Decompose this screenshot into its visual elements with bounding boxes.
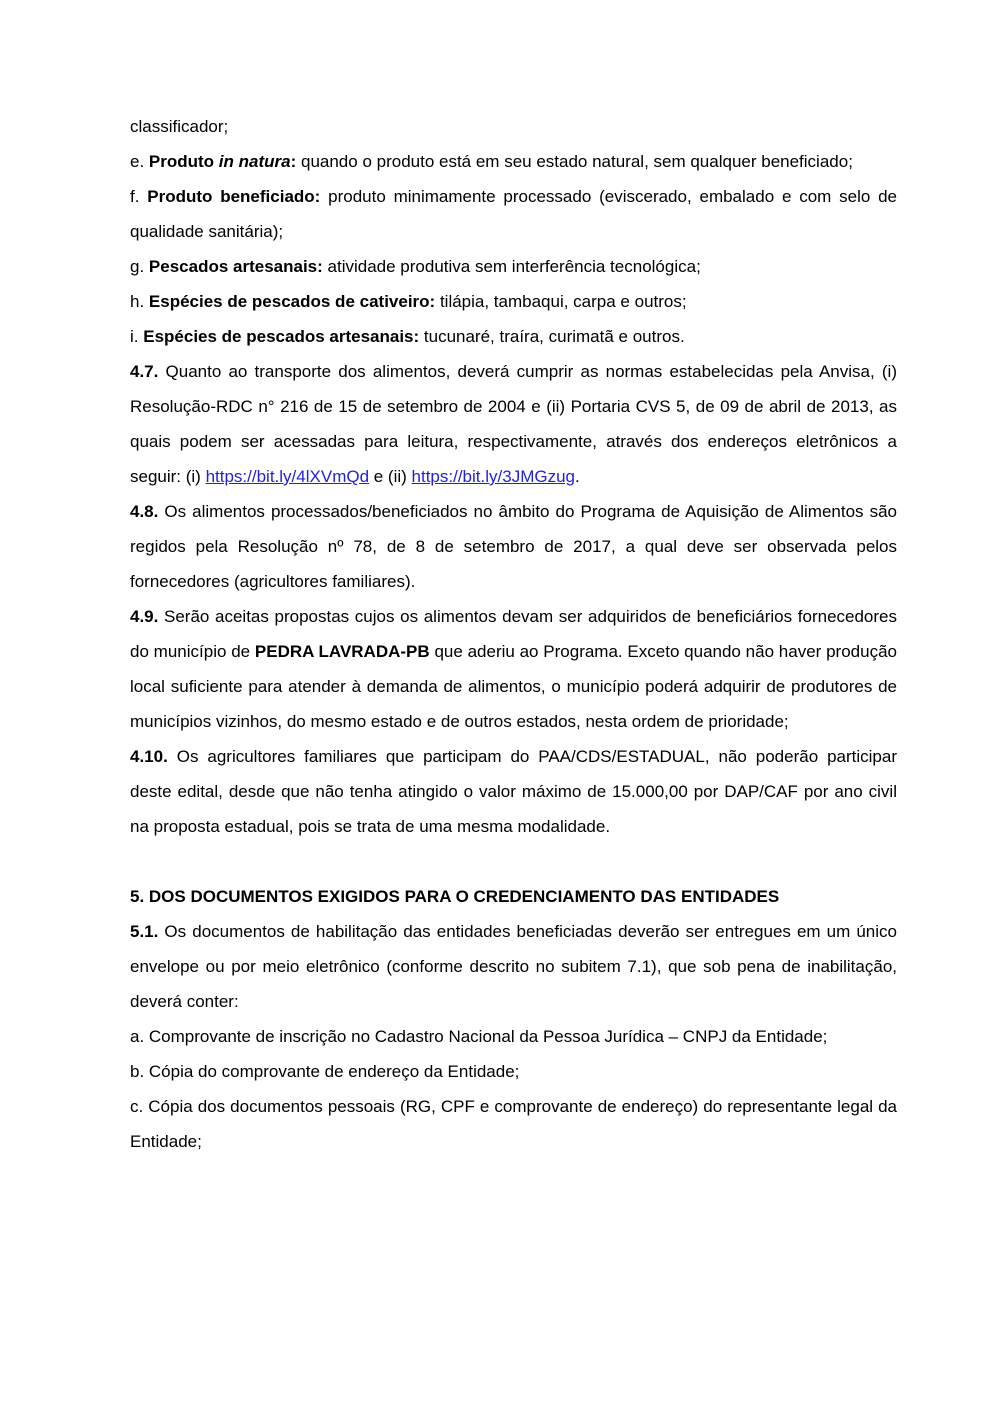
- text-run: produto minimamente processado (eviscerado, embalado e com selo de qualidade sanitária);: [130, 187, 898, 241]
- bold-run: 5.1.: [130, 922, 159, 941]
- item-e-produto-in-natura: [130, 144, 897, 179]
- bold-run: 4.7.: [130, 362, 159, 381]
- text-run: i.: [130, 327, 144, 346]
- text-run: b. Cópia do comprovante de endereço da Entidade;: [130, 1062, 520, 1081]
- bold-run: 4.8.: [130, 502, 159, 521]
- item-b-comprovante-endereco: [130, 1054, 897, 1089]
- paragraph-classificador: [130, 109, 897, 144]
- text-run: Os agricultores familiares que participam do PAA/CDS/ESTADUAL, não poderão participar deste edital, desde que não tenha atingido o valor máximo de 15.000,00 por DAP/CAF por ano civil na proposta estadual, pois se trata de uma mesma modalidade.: [130, 747, 897, 836]
- text-run: .: [574, 467, 580, 486]
- hyperlink[interactable]: https://bit.ly/4lXVmQd: [205, 467, 370, 486]
- text-run: atividade produtiva sem interferência tecnológica;: [322, 257, 701, 276]
- item-c-documentos-pessoais: [130, 1089, 897, 1159]
- text-run: g.: [130, 257, 149, 276]
- section-5-heading: [130, 879, 897, 914]
- bold-run: Pescados artesanais:: [148, 257, 323, 276]
- text-run: quando o produto está em seu estado natural, sem qualquer beneficiado;: [296, 152, 853, 171]
- bold-run: 4.9.: [130, 607, 159, 626]
- text-run: Os documentos de habilitação das entidades beneficiadas deverão ser entregues em um único envelope ou por meio eletrônico (conforme descrito no subitem 7.1), que sob pena de inabilitação, deverá conter:: [130, 922, 897, 1011]
- text-run: Os alimentos processados/beneficiados no âmbito do Programa de Aquisição de Alimentos são regidos pela Resolução nº 78, de 8 de setembro de 2017, a qual deve ser observada pelos fornecedores (agricultores familiares).: [130, 502, 897, 591]
- text-run: a. Comprovante de inscrição no Cadastro Nacional da Pessoa Jurídica – CNPJ da Entidade;: [130, 1027, 828, 1046]
- text-run: h.: [130, 292, 149, 311]
- bold-run: Espécies de pescados artesanais:: [143, 327, 420, 346]
- hyperlink[interactable]: https://bit.ly/3JMGzug: [411, 467, 575, 486]
- section-4-10: [130, 739, 897, 844]
- section-4-9: [130, 599, 897, 739]
- section-4-8: [130, 494, 897, 599]
- text-run: que aderiu ao Programa. Exceto quando não haver produção local suficiente para atender à demanda de alimentos, o município poderá adquirir de produtores de municípios vizinhos, do mesmo estado e de outros estados, nesta ordem de prioridade;: [130, 642, 897, 731]
- item-g-pescados-artesanais: [130, 249, 897, 284]
- text-run: Quanto ao transporte dos alimentos, deverá cumprir as normas estabelecidas pela Anvisa, (i) Resolução-RDC n° 216 de 15 de setembro de 2004 e (ii) Portaria CVS 5, de 09 de abril de 2013, as quais podem ser acessadas para leitura, respectivamente, através dos endereços eletrônicos a seguir: (i): [130, 362, 897, 486]
- text-run: e (ii): [369, 467, 412, 486]
- item-h-especies-cativeiro: [130, 284, 897, 319]
- text-run: Serão aceitas propostas cujos os alimentos devam ser adquiridos de beneficiários fornecedores do município de: [130, 607, 897, 661]
- text-run: c. Cópia dos documentos pessoais (RG, CPF e comprovante de endereço) do representante legal da Entidade;: [130, 1097, 897, 1151]
- bold-run: Produto beneficiado:: [147, 187, 321, 206]
- bold-run: PEDRA LAVRADA-PB: [254, 642, 430, 661]
- item-f-produto-beneficiado: [130, 179, 897, 249]
- item-a-cnpj: [130, 1019, 897, 1054]
- bold-run: :: [290, 152, 297, 171]
- bold-run: in natura: [218, 152, 291, 171]
- bold-run: 5. DOS DOCUMENTOS EXIGIDOS PARA O CREDENCIAMENTO DAS ENTIDADES: [130, 887, 780, 906]
- item-i-especies-artesanais: [130, 319, 897, 354]
- document-body: [130, 109, 897, 1159]
- bold-run: Produto: [148, 152, 219, 171]
- text-run: e.: [130, 152, 149, 171]
- text-run: f.: [130, 187, 148, 206]
- text-run: classificador;: [130, 117, 229, 136]
- bold-run: 4.10.: [130, 747, 168, 766]
- section-5-1: [130, 914, 897, 1019]
- bold-run: Espécies de pescados de cativeiro:: [148, 292, 436, 311]
- text-run: tucunaré, traíra, curimatã e outros.: [419, 327, 685, 346]
- section-4-7: [130, 354, 897, 494]
- text-run: tilápia, tambaqui, carpa e outros;: [435, 292, 687, 311]
